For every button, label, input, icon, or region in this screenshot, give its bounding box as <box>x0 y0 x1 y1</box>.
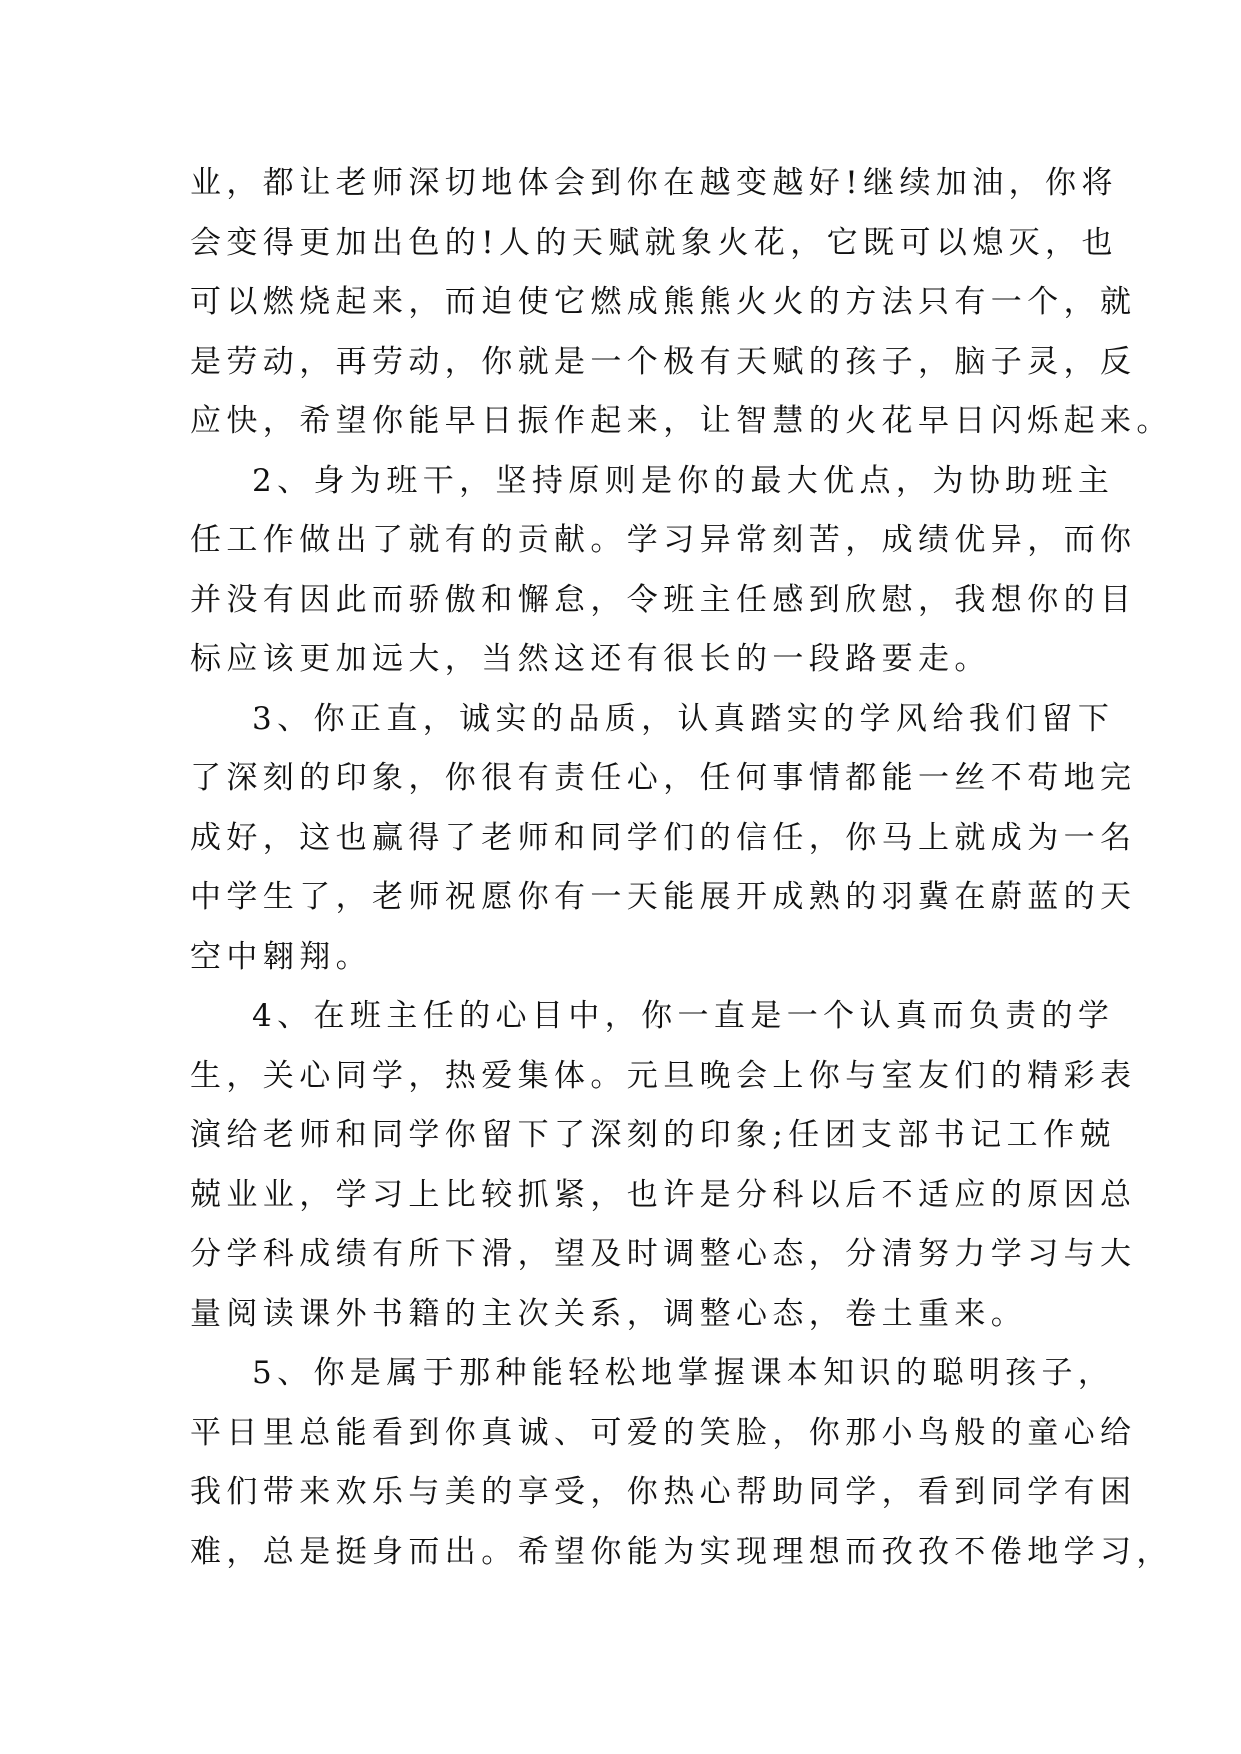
text-line: 并没有因此而骄傲和懈怠，令班主任感到欣慰，我想你的目 <box>190 581 1137 618</box>
text-line: 业，都让老师深切地体会到你在越变越好!继续加油，你将 <box>190 165 1118 201</box>
text-line: 我们带来欢乐与美的享受，你热心帮助同学，看到同学有困 <box>190 1474 1137 1510</box>
paragraph-2-first-line: 2、身为班干，坚持原则是你的最大优点，为协助班主 <box>252 462 1115 499</box>
text-line: 演给老师和同学你留下了深刻的印象;任团支部书记工作兢 <box>190 1117 1116 1153</box>
text-line: 中学生了，老师祝愿你有一天能展开成熟的羽冀在蔚蓝的天 <box>190 879 1137 915</box>
text-line: 可以燃烧起来，而迫使它燃成熊熊火火的方法只有一个，就 <box>190 284 1137 320</box>
paragraph-5-first-line: 5、你是属于那种能轻松地掌握课本知识的聪明孩子， <box>252 1355 1115 1391</box>
text-line: 分学科成绩有所下滑，望及时调整心态，分清努力学习与大 <box>190 1236 1137 1272</box>
text-line: 空中翱翔。 <box>190 938 372 975</box>
text-line: 是劳动，再劳动，你就是一个极有天赋的孩子，脑子灵，反 <box>190 343 1137 380</box>
text-line: 成好，这也赢得了老师和同学们的信任，你马上就成为一名 <box>190 819 1137 856</box>
text-line: 兢业业，学习上比较抓紧，也许是分科以后不适应的原因总 <box>190 1176 1137 1213</box>
paragraph-4-first-line: 4、在班主任的心目中，你一直是一个认真而负责的学 <box>252 998 1115 1034</box>
text-line: 标应该更加远大，当然这还有很长的一段路要走。 <box>190 641 991 677</box>
text-line: 应快，希望你能早日振作起来，让智慧的火花早日闪烁起来。 <box>190 403 1173 439</box>
text-line: 会变得更加出色的!人的天赋就象火花，它既可以熄灭，也 <box>190 224 1118 261</box>
document-body <box>190 154 1173 1582</box>
text-line: 量阅读课外书籍的主次关系，调整心态，卷土重来。 <box>190 1295 1028 1332</box>
text-line: 难，总是挺身而出。希望你能为实现理想而孜孜不倦地学习， <box>190 1533 1173 1570</box>
text-line: 生，关心同学，热爱集体。元旦晚会上你与室友们的精彩表 <box>190 1057 1137 1094</box>
text-line: 任工作做出了就有的贡献。学习异常刻苦，成绩优异，而你 <box>190 522 1137 558</box>
text-line: 了深刻的印象，你很有责任心，任何事情都能一丝不苟地完 <box>190 760 1137 796</box>
text-line: 平日里总能看到你真诚、可爱的笑脸，你那小鸟般的童心给 <box>190 1414 1137 1451</box>
paragraph-3-first-line: 3、你正直，诚实的品质，认真踏实的学风给我们留下 <box>252 700 1115 737</box>
